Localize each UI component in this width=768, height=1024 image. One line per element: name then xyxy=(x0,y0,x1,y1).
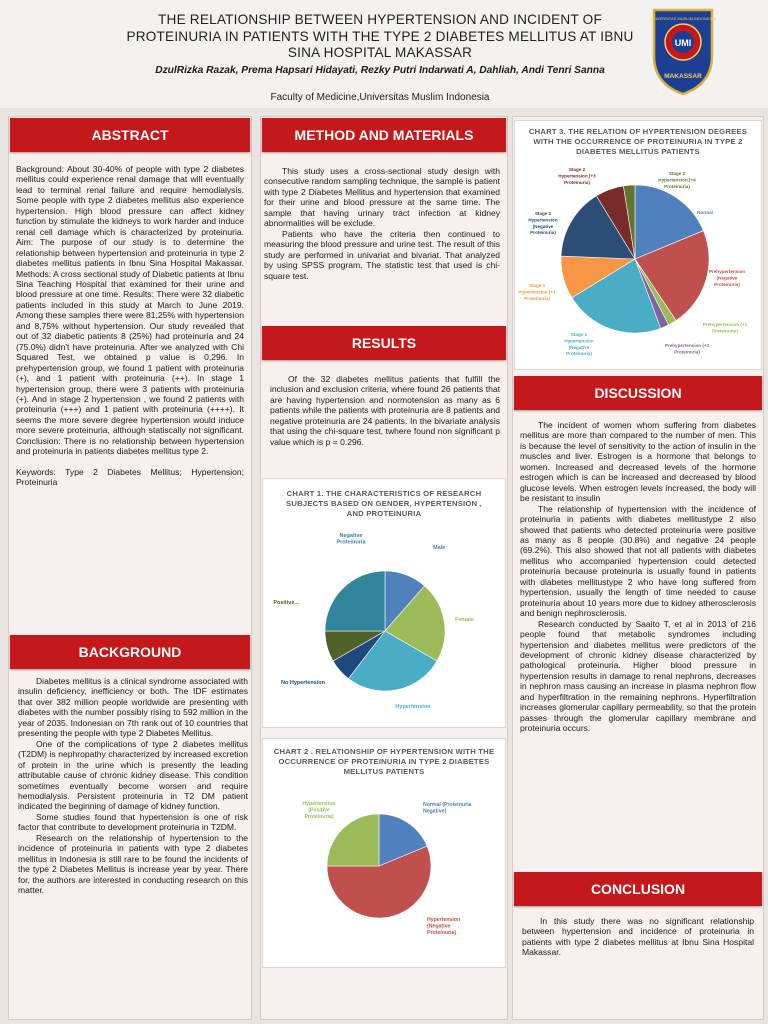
logo-text-mid: UMI xyxy=(674,38,692,48)
background-paragraph-2: One of the complications of type 2 diabetes mellitus (T2DM) is nephropathy characterized by increased excretion of protein in the urine which is presently the leading attributable cause of chronic kidney disease. This condition sometimes eventually become worsen and require hemodialysis. Persistent proteinuria in T2 DM patient indicated the beginning of damage of kidney function. xyxy=(18,738,248,812)
logo-text-bottom: MAKASSAR xyxy=(664,73,702,80)
university-logo xyxy=(648,6,718,96)
methods-body xyxy=(264,166,500,281)
chart-3-title: CHART 3. THE RELATION OF HYPERTENSION DEGREES WITH THE OCCURRENCE OF PROTEINURIA IN TYPE 2 DIABETES MELLITUS PATIENTS xyxy=(528,127,748,156)
abstract-body xyxy=(16,164,244,488)
pie-label: Normal (Proteinuria Negative) xyxy=(423,802,472,815)
abstract-heading: ABSTRACT xyxy=(10,118,250,152)
conclusion-body xyxy=(522,916,754,958)
chart-1-title: CHART 1. THE CHARACTERISTICS OF RESEARCH SUBJECTS BASED ON GENDER, HYPERTENSION , AND PROTEINURIA xyxy=(286,489,482,518)
background-paragraph-4: Research on the relationship of hypertension to the incidence of proteinuria in patients with type 2 diabetes mellitus in Indonesia is still rare to be found the incidents of the type 2 Diabetes Mellitus is increase year by year. There for, the authors are interested in conducting research on this matter. xyxy=(18,832,248,896)
abstract-text: Background: About 30-40% of people with type 2 diabetes mellitus could experience renal damage that will eventually lead to terminal renal failure and require hemodialysis. Some people with type 2 diabetes mellitus also experience hypertension. High blood pressure can affect kidney function by stimulate the kidneys to work harder and induce renal cell damage which is characterized by proteinuria. Aim: The purpose of our study is to determine the relationship between hypertension and proteinuria in type 2 diabetes mellitus patients in Ibnu Sina Hospital Makassar. Methods: A cross sectional study of Diabetic patients at Ibnu Sina Teaching Hospital that examined for their urine and blood pressure at one time. Results: There were 32 diabetic patients included in this study at March to June 2019. Among these samples there were 81,25% with hypertension and 8,75% without hypertension. Our study revealed that out of 32 diabetic patients 8 (25%) had proteinuria and 24 (75.0%) didn't have proteinuria. After we analyzed with Chi Squared Test, we obtained p value is 0,296. In prehypertension group, we found 1 patient with proteinuria (+), and 1 patient with proteinuria (++). In stage 1 hypertension group, there were 3 patients with proteinuria (+). And in stage 2 hypertension , we found 2 patients with proteinuria (+++) and 1 patient with proteinuria (++++). It seems the more severe degree hypertension would induce more severe proteinuria, although statiscally not significant. Conclusion: There is no relationship between hypertension and proteinuria in patients diabetes mellitus type 2. xyxy=(16,164,244,457)
abstract-keywords: Keywords: Type 2 Diabetes Mellitus; Hypertension; Proteinuria xyxy=(16,466,244,488)
pie-label: Stage 1 Hypertension (+1 Proteinuria) xyxy=(518,283,556,301)
conclusion-heading: CONCLUSION xyxy=(514,872,762,906)
results-body xyxy=(270,374,500,447)
methods-heading: METHOD AND MATERIALS xyxy=(262,118,506,152)
chart-3 xyxy=(514,120,762,370)
chart-3-pie xyxy=(515,121,763,371)
conclusion-paragraph-1: In this study there was no significant relationship between hypertension and incidence of proteinuria in patients with type 2 diabetes mellitus at Ibnu Sina Hospital Makassar. xyxy=(522,916,754,958)
methods-paragraph-1: This study uses a cross-sectional study design with consecutive random sampling technique, the sample is patient with type 2 Diabetes Mellitus and hypertension that examined for their urine and blood pressure at the same time. The sample that having urinary tract infection at kidney abnormalities will be exclude. xyxy=(264,166,500,229)
discussion-heading: DISCUSSION xyxy=(514,376,762,410)
chart-2-title: CHART 2 . RELATIONSHIP OF HYPERTENSION WITH THE OCCURRENCE OF PROTEINURIA IN TYPE 2 DIABETES MELLITUS PATIENTS xyxy=(273,747,495,776)
pie-label: Female xyxy=(455,617,474,623)
pie-label: Stage 2 Hypertension (Negative Proteinuria) xyxy=(528,211,558,236)
pie-label: Negative Proteinuria xyxy=(336,533,366,546)
chart-2-pie xyxy=(263,739,507,969)
poster-affiliation: Faculty of Medicine,Universitas Muslim Indonesia xyxy=(270,92,490,103)
pie-label: Hypertension (Negative Proteinuria) xyxy=(427,917,461,936)
pie-label: No Hypertension xyxy=(280,680,326,686)
pie-label: Prehypertension (+2 Proteinuria) xyxy=(664,343,710,355)
pie-label: Normal xyxy=(697,210,713,215)
pie-label: Male xyxy=(433,545,446,551)
discussion-paragraph-2: The relationship of hypertension with the incidence of proteinuria in patients with diabetes mellitustype 2 also showed that patients who detected proteinuria were positive as many as 8 people (30.8%) and negative 24 people (69.2%). This also showed that not all patients with diabetes mellitus who accompanied hypertension could detected proteinuria because proteinuria is usually found in patients with diabetes mellitustype 2 who have long suffered from hypertension, usually the length of time needed to cause proteinuria about 10 years more due to kidney atherosclerosis and benign nephrosclerosis. xyxy=(520,503,756,619)
poster-authors: DzulRizka Razak, Prema Hapsari Hidayati, Rezky Putri Indarwati A, Dahliah, Andi Tenri Sanna xyxy=(155,65,605,76)
methods-paragraph-2: Patients who have the criteria then continued to measuring the blood pressure and urine test. The result of this study are performed in univariat and bivariat. That analyzed by using SPSS program. The statistic test that used is chi-square test. xyxy=(264,228,500,281)
pie-label: Prehypertension (Negative Proteinuria) xyxy=(708,269,746,287)
pie-label: Hypertension (Positive Proteinuria) xyxy=(302,801,336,820)
chart-2 xyxy=(262,738,506,968)
pie-label: Stage 2 Hypertension (+4 Proteinuria) xyxy=(658,171,696,189)
discussion-paragraph-1: The incident of women whom suffering from diabetes mellitus are more than compared to the number of men. This is because the level of sensitivity to the action of insulin in the muscles and liver. Estrogen is a hormone that belongs to women. Increased and decreased levels of the hormone estrogen which is can be increased and decreased by blood glucose levels. When estrogen levels increased, the body will be resistant to insulin xyxy=(520,420,756,504)
chart-1-pie xyxy=(263,479,507,729)
pie-slice xyxy=(327,814,379,866)
background-heading: BACKGROUND xyxy=(10,635,250,669)
discussion-paragraph-3: Research conducted by Saaito T, et al in 2013 of 216 people found that metabolic syndromes including hypertension and diabetes mellitus were predictors of the development of chronic kidney disease characterized by pathological proteinuria. Higher blood pressure in hypertension results in damage to renal nephrons, decreases in nephron mass causing an increase in plasma nephron flow and hyperfiltration in the remaining nephrons. Hyperfiltration increases glomerular capillary permeability, so that the protein passes through the glomerular capillary membrane and proteinuria occurs. xyxy=(520,618,756,734)
pie-label: Prehypertension (+1 Proteinuria) xyxy=(702,322,748,334)
logo-text-top: UNIVERSITAS MUSLIM INDONESIA xyxy=(649,16,717,21)
poster-title: THE RELATIONSHIP BETWEEN HYPERTENSION AND INCIDENT OF PROTEINURIA IN PATIENTS WITH THE TYPE 2 DIABETES MELLITUS AT IBNU SINA HOSPITAL MAKASSAR xyxy=(126,12,634,60)
pie-label: Stage 1 Hypertension (Negative Proteinuria) xyxy=(564,332,594,357)
pie-slice xyxy=(325,571,385,631)
pie-label: Stage 2 Hypertension (+3 Proteinuria) xyxy=(558,167,596,185)
results-heading: RESULTS xyxy=(262,326,506,360)
results-paragraph-1: Of the 32 diabetes mellitus patients that fulfill the inclusion and exclusion criteria, where found 26 patients that are having hypertension and normotension as many as 6 patients while the patients with proteinuria are 8 patients and negative proteinuria are 24 patients. In the bivariate analysis that using the chi-square test, twhere found non significant p value which is p = 0.296. xyxy=(270,374,500,447)
pie-label: Positive... xyxy=(273,600,299,606)
poster-header xyxy=(0,0,768,108)
background-paragraph-1: Diabetes mellitus is a clinical syndrome associated with insulin deficiency, inefficiency or both. The IDF estimates that over 382 million people worldwide are presenting with diabetes with the number possibly rising to 592 million in the year of 2035. Indonesian on 7th rank out of 10 countries that presenting the people with type 2 Diabetes Mellitus. xyxy=(18,676,248,739)
discussion-body xyxy=(520,420,756,734)
background-paragraph-3: Some studies found that hypertension is one of risk factor that contribute to development proteinuria in T2DM. xyxy=(18,811,248,833)
chart-1 xyxy=(262,478,506,728)
background-body xyxy=(18,676,248,896)
pie-label: Hypertension xyxy=(395,704,431,710)
